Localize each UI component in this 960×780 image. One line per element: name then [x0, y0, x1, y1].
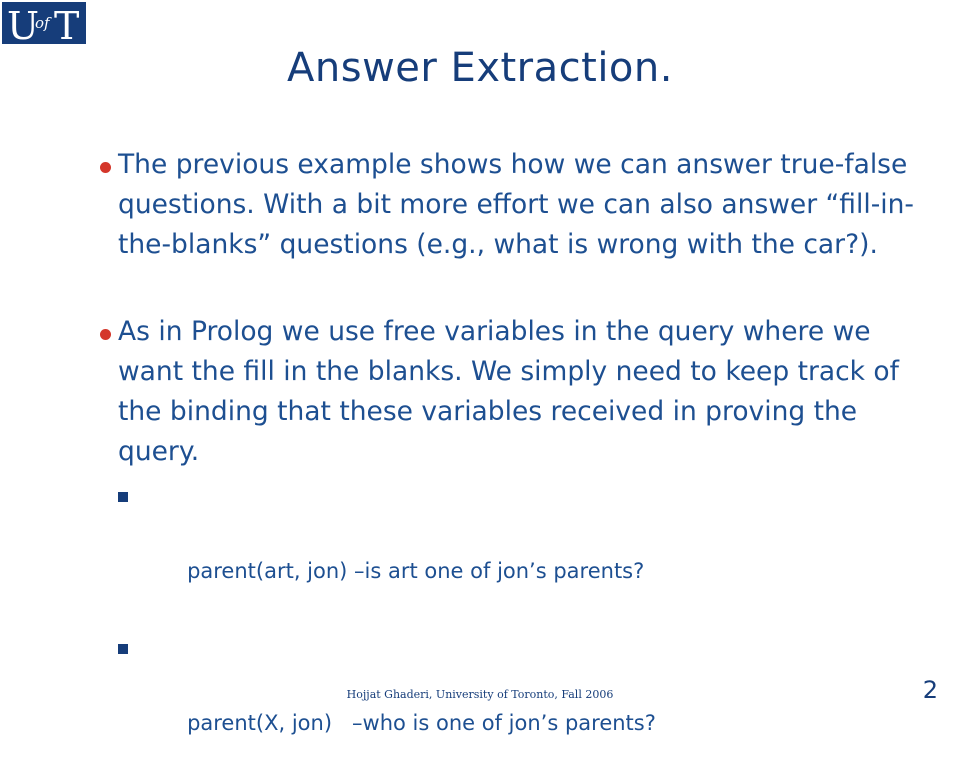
logo-letter-of: of — [35, 14, 50, 32]
page-number: 2 — [922, 676, 938, 704]
logo-letter-t: T — [54, 4, 80, 44]
sub-bullet-item — [100, 628, 930, 780]
bullet-text: The previous example shows how we can answer true-false questions. With a bit more effort we can also answer “fill-in-the-blanks” questions (e.g., what is wrong with the car?). — [118, 149, 914, 260]
logo-letter-u: U — [7, 4, 40, 44]
bullet-dot-icon — [100, 162, 111, 173]
footer-credit: Hojjat Ghaderi, University of Toronto, Fall 2006 — [346, 688, 614, 701]
bullet-item — [100, 312, 930, 472]
slide-content — [100, 145, 930, 780]
bullet-text: As in Prolog we use free variables in the query where we want the fill in the blanks. We simply need to keep track of the binding that these variables received in proving the query. — [118, 316, 899, 467]
slide-title: Answer Extraction. — [287, 45, 673, 91]
sub-bullet-text: parent(art, jon) –is art one of jon’s parents? — [187, 559, 645, 583]
sub-bullet-text: parent(X, jon) –who is one of jon’s parents? — [187, 711, 656, 735]
sub-bullet-list — [100, 476, 930, 780]
university-logo — [0, 0, 88, 46]
bullet-dot-icon — [100, 329, 111, 340]
square-bullet-icon — [118, 644, 128, 654]
square-bullet-icon — [118, 492, 128, 502]
sub-bullet-item — [100, 476, 930, 628]
bullet-item — [100, 145, 930, 265]
